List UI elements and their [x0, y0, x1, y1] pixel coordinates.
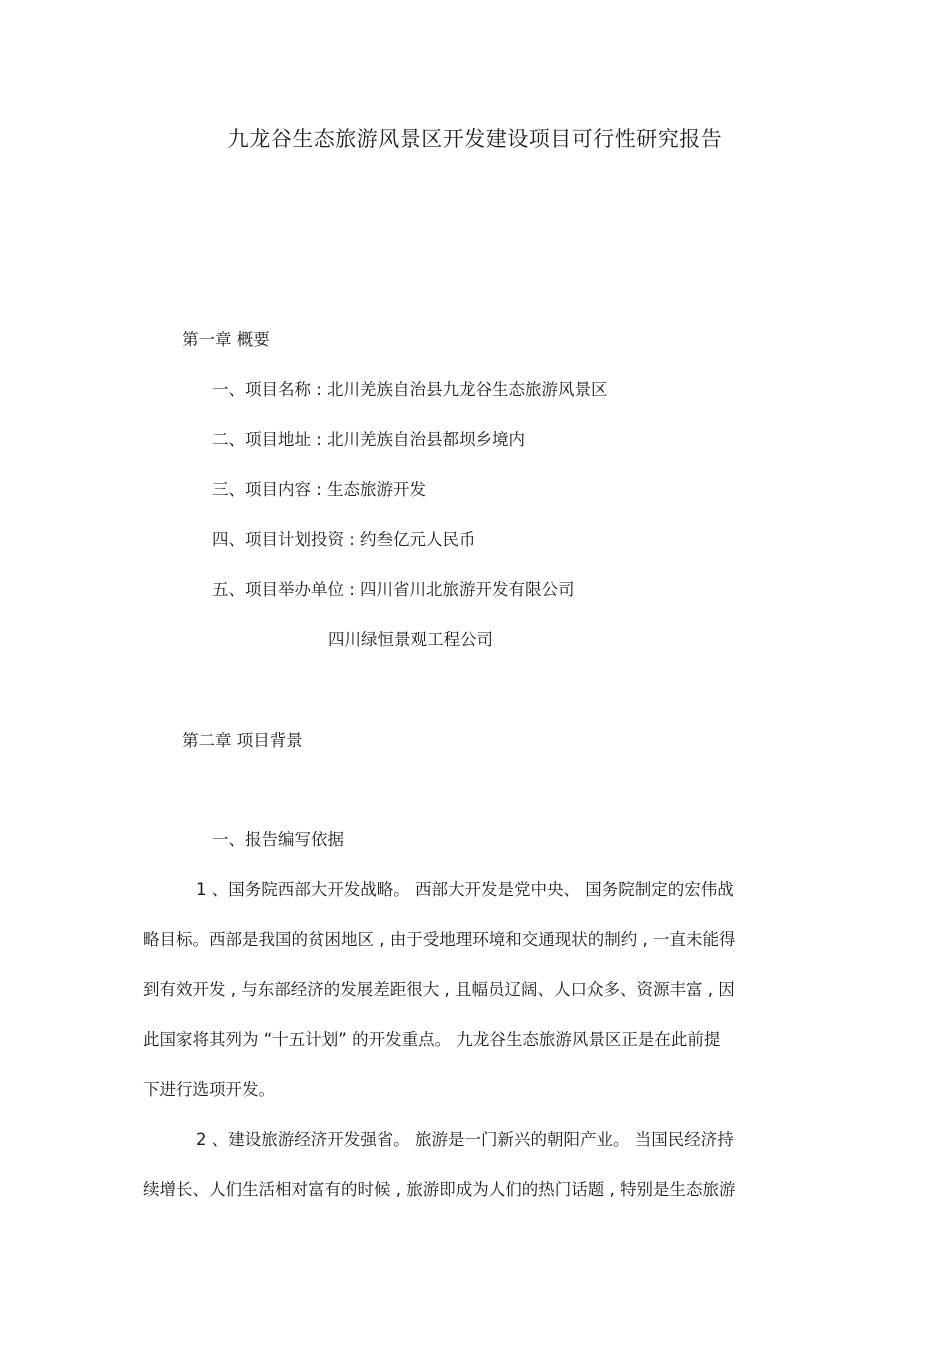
chapter-1-heading: 第一章 概要	[182, 330, 270, 349]
project-organizer-item: 五、项目举办单位 : 四川省川北旅游开发有限公司	[212, 580, 575, 599]
project-investment-item: 四、项目计划投资 : 约叁亿元人民币	[212, 530, 476, 549]
section-basis-heading: 一、报告编写依据	[212, 830, 344, 849]
paragraph-1-line-2: 略目标。西部是我国的贫困地区 , 由于受地理环境和交通现状的制约 , 一直未能得	[143, 930, 736, 949]
project-location-item: 二、项目地址 : 北川羌族自治县都坝乡境内	[212, 430, 526, 449]
paragraph-1-line-1: 1 、国务院西部大开发战略。 西部大开发是党中央、 国务院制定的宏伟战	[196, 880, 734, 899]
project-content-item: 三、项目内容 : 生态旅游开发	[212, 480, 427, 499]
project-organizer-continuation: 四川绿恒景观工程公司	[328, 630, 493, 649]
paragraph-1-line-4: 此国家将其列为 “十五计划” 的开发重点。 九龙谷生态旅游风景区正是在此前提	[143, 1030, 721, 1049]
document-title: 九龙谷生态旅游风景区开发建设项目可行性研究报告	[227, 127, 723, 151]
project-name-item: 一、项目名称 : 北川羌族自治县九龙谷生态旅游风景区	[212, 380, 608, 399]
paragraph-1-line-3: 到有效开发 , 与东部经济的发展差距很大 , 且幅员辽阔、人口众多、资源丰富 , 因	[143, 980, 735, 999]
chapter-2-heading: 第二章 项目背景	[182, 731, 303, 750]
paragraph-2-line-1: 2 、建设旅游经济开发强省。 旅游是一门新兴的朝阳产业。 当国民经济持	[196, 1130, 734, 1149]
paragraph-2-line-2: 续增长、人们生活相对富有的时候 , 旅游即成为人们的热门话题 , 特别是生态旅游	[143, 1180, 736, 1199]
paragraph-1-line-5: 下进行选项开发。	[143, 1080, 275, 1099]
